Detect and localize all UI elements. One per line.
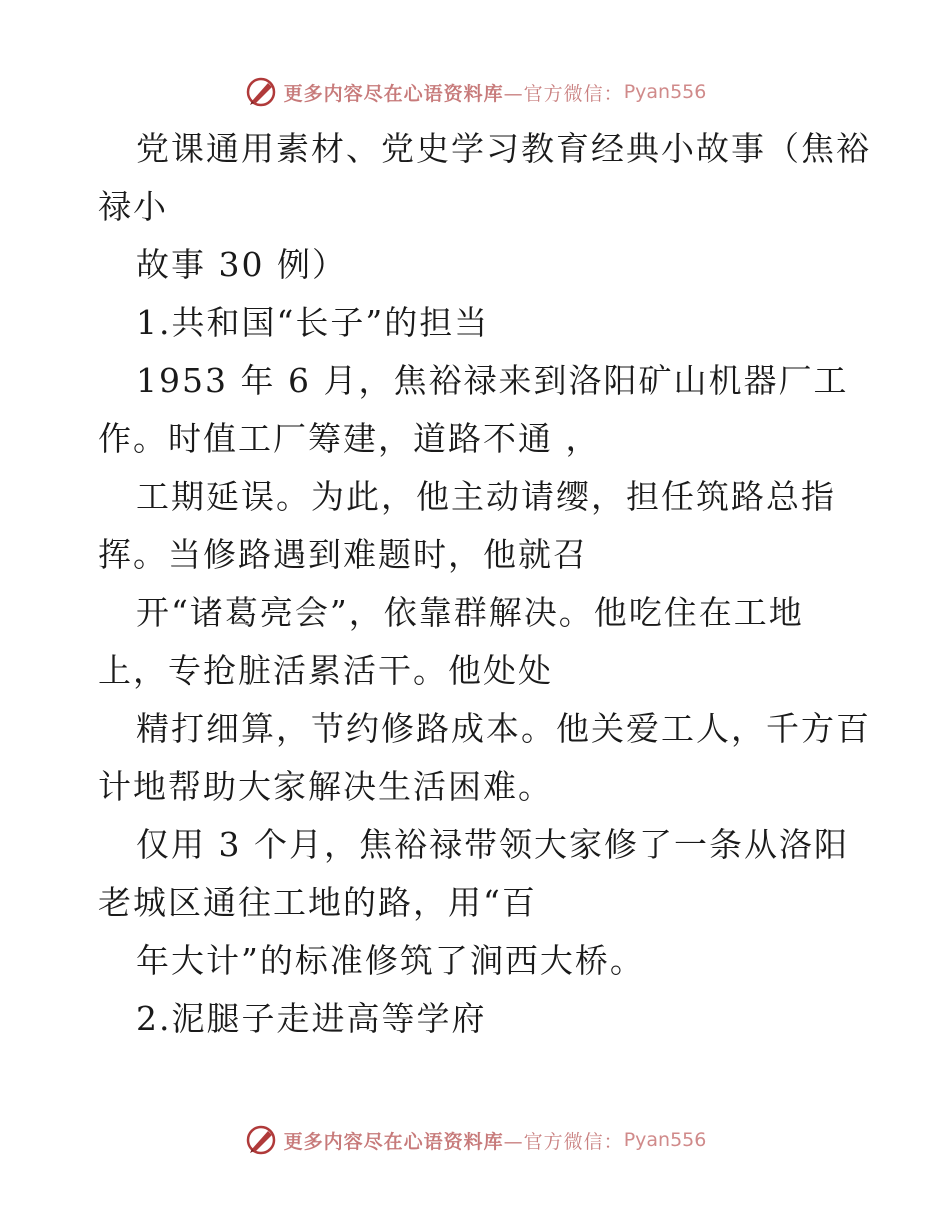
footer-watermark xyxy=(0,1120,950,1160)
paragraph-line: 挥。当修路遇到难题时，他就召 xyxy=(98,535,588,574)
doc-title-line-3: 故事 30 例） xyxy=(136,245,347,284)
paragraph-line: 仅用 3 个月，焦裕禄带领大家修了一条从洛阳 xyxy=(136,825,849,864)
document-body xyxy=(98,120,898,1048)
footer-wechat-text: —官方微信： xyxy=(503,1130,624,1153)
doc-title-line-1: 党课通用素材、党史学习教育经典小故事（焦裕 xyxy=(136,129,871,168)
paragraph-line: 作。时值工厂筹建，道路不通 ， xyxy=(98,419,601,458)
paragraph-line: 开“诸葛亮会”，依靠群解决。他吃住在工地 xyxy=(136,593,804,632)
doc-title-line-2: 禄小 xyxy=(98,187,168,226)
paragraph-line: 计地帮助大家解决生活困难。 xyxy=(98,767,553,806)
footer-wechat-id: Pyan556 xyxy=(623,1129,707,1151)
section-heading-1: 1.共和国“长子”的担当 xyxy=(136,303,490,342)
header-wechat-id: Pyan556 xyxy=(623,81,707,103)
footer-site-text: 更多内容尽在心语资料库 xyxy=(283,1130,504,1153)
pen-logo-icon xyxy=(244,1123,278,1157)
paragraph-line: 年大计”的标准修筑了涧西大桥。 xyxy=(136,941,645,980)
paragraph-line: 工期延误。为此，他主动请缨，担任筑路总指 xyxy=(136,477,836,516)
header-wechat-text: —官方微信： xyxy=(503,82,624,105)
paragraph-line: 1953 年 6 月，焦裕禄来到洛阳矿山机器厂工 xyxy=(136,361,849,400)
header-site-text: 更多内容尽在心语资料库 xyxy=(283,82,504,105)
paragraph-line: 老城区通往工地的路，用“百 xyxy=(98,883,537,922)
paragraph-line: 上，专抢脏活累活干。他处处 xyxy=(98,651,553,690)
header-watermark xyxy=(0,72,950,112)
pen-logo-icon xyxy=(244,75,278,109)
section-heading-2: 2.泥腿子走进高等学府 xyxy=(136,999,487,1038)
paragraph-line: 精打细算，节约修路成本。他关爱工人，千方百 xyxy=(136,709,871,748)
